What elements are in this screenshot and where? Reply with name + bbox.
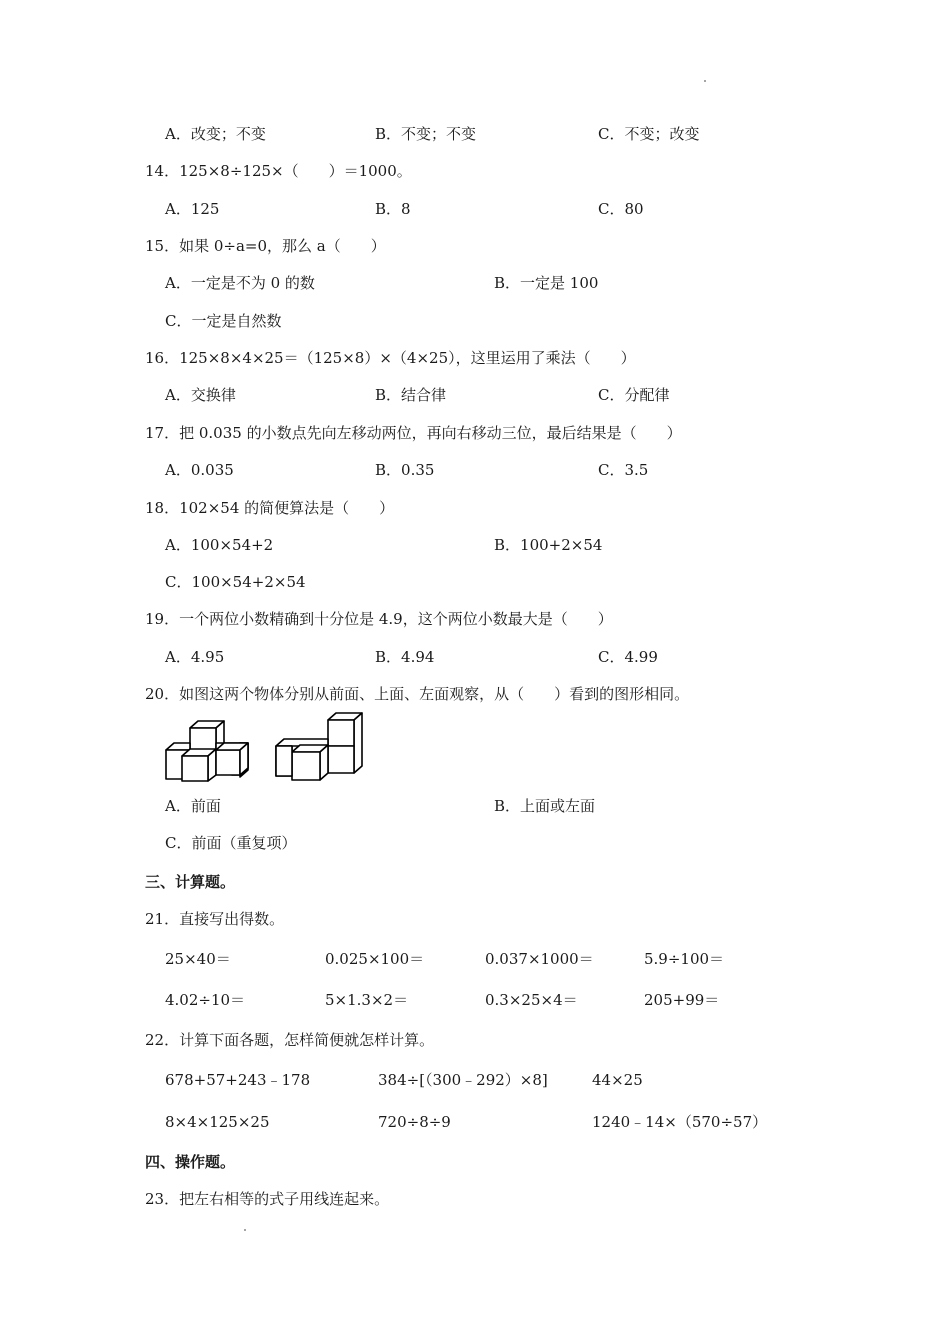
- q20-option-a[interactable]: A．前面: [165, 797, 221, 815]
- q16-option-b[interactable]: B．结合律: [375, 386, 447, 404]
- cube-figure-right: [270, 710, 366, 786]
- q18-stem: 18．102×54 的简便算法是（ ）: [145, 499, 395, 517]
- q13-option-a[interactable]: A．改变；不变: [165, 125, 266, 143]
- q17-option-a[interactable]: A．0.035: [165, 461, 234, 479]
- q17-option-b[interactable]: B．0.35: [375, 461, 435, 479]
- q23-stem: 23．把左右相等的式子用线连起来。: [145, 1190, 390, 1208]
- q17-stem: 17．把 0.035 的小数点先向左移动两位，再向右移动三位，最后结果是（ ）: [145, 424, 682, 442]
- q21-item: 205+99＝: [644, 991, 720, 1009]
- q16-option-c[interactable]: C．分配律: [598, 386, 670, 404]
- section-4-heading: 四、操作题。: [145, 1153, 236, 1171]
- q14-option-c[interactable]: C．80: [598, 200, 644, 218]
- q13-option-c[interactable]: C．不变；改变: [598, 125, 700, 143]
- q13-option-b[interactable]: B．不变；不变: [375, 125, 477, 143]
- q16-stem: 16．125×8×4×25＝（125×8）×（4×25），这里运用了乘法（ ）: [145, 349, 636, 367]
- q15-option-c[interactable]: C．一定是自然数: [165, 312, 282, 330]
- q15-option-a[interactable]: A．一定是不为 0 的数: [165, 274, 315, 292]
- q19-option-a[interactable]: A．4.95: [165, 648, 225, 666]
- q22-item: 8×4×125×25: [165, 1113, 270, 1131]
- q22-item: 720÷8÷9: [378, 1113, 451, 1131]
- q22-item: 44×25: [592, 1071, 643, 1089]
- q14-option-b[interactable]: B．8: [375, 200, 411, 218]
- q20-option-b[interactable]: B．上面或左面: [494, 797, 596, 815]
- q21-item: 0.3×25×4＝: [485, 991, 578, 1009]
- q18-option-c[interactable]: C．100×54+2×54: [165, 573, 306, 591]
- q20-stem: 20．如图这两个物体分别从前面、上面、左面观察，从（ ）看到的图形相同。: [145, 685, 690, 703]
- q20-option-c[interactable]: C．前面（重复项）: [165, 834, 297, 852]
- q22-stem: 22．计算下面各题，怎样简便就怎样计算。: [145, 1031, 435, 1049]
- q18-option-a[interactable]: A．100×54+2: [165, 536, 274, 554]
- q14-stem: 14．125×8÷125×（ ）＝1000。: [145, 162, 412, 180]
- section-3-heading: 三、计算题。: [145, 873, 236, 891]
- q19-stem: 19．一个两位小数精确到十分位是 4.9，这个两位小数最大是（ ）: [145, 610, 613, 628]
- cube-figure-left: [160, 718, 252, 784]
- q21-item: 25×40＝: [165, 950, 231, 968]
- q14-option-a[interactable]: A．125: [165, 200, 220, 218]
- q17-option-c[interactable]: C．3.5: [598, 461, 649, 479]
- q19-option-b[interactable]: B．4.94: [375, 648, 435, 666]
- q21-item: 5.9÷100＝: [644, 950, 725, 968]
- q22-item: 384÷[（300﹣292）×8]: [378, 1071, 548, 1089]
- q15-option-b[interactable]: B．一定是 100: [494, 274, 599, 292]
- q21-item: 0.025×100＝: [325, 950, 425, 968]
- corner-dot: [704, 80, 706, 82]
- q18-option-b[interactable]: B．100+2×54: [494, 536, 603, 554]
- q19-option-c[interactable]: C．4.99: [598, 648, 658, 666]
- q21-item: 4.02÷10＝: [165, 991, 246, 1009]
- q15-stem: 15．如果 0÷a=0，那么 a（ ）: [145, 237, 386, 255]
- q22-item: 1240﹣14×（570÷57）: [592, 1113, 768, 1131]
- q16-option-a[interactable]: A．交换律: [165, 386, 236, 404]
- q21-stem: 21．直接写出得数。: [145, 910, 285, 928]
- q21-item: 5×1.3×2＝: [325, 991, 409, 1009]
- q21-item: 0.037×1000＝: [485, 950, 594, 968]
- footer-dot: [244, 1229, 246, 1231]
- q22-item: 678+57+243﹣178: [165, 1071, 311, 1089]
